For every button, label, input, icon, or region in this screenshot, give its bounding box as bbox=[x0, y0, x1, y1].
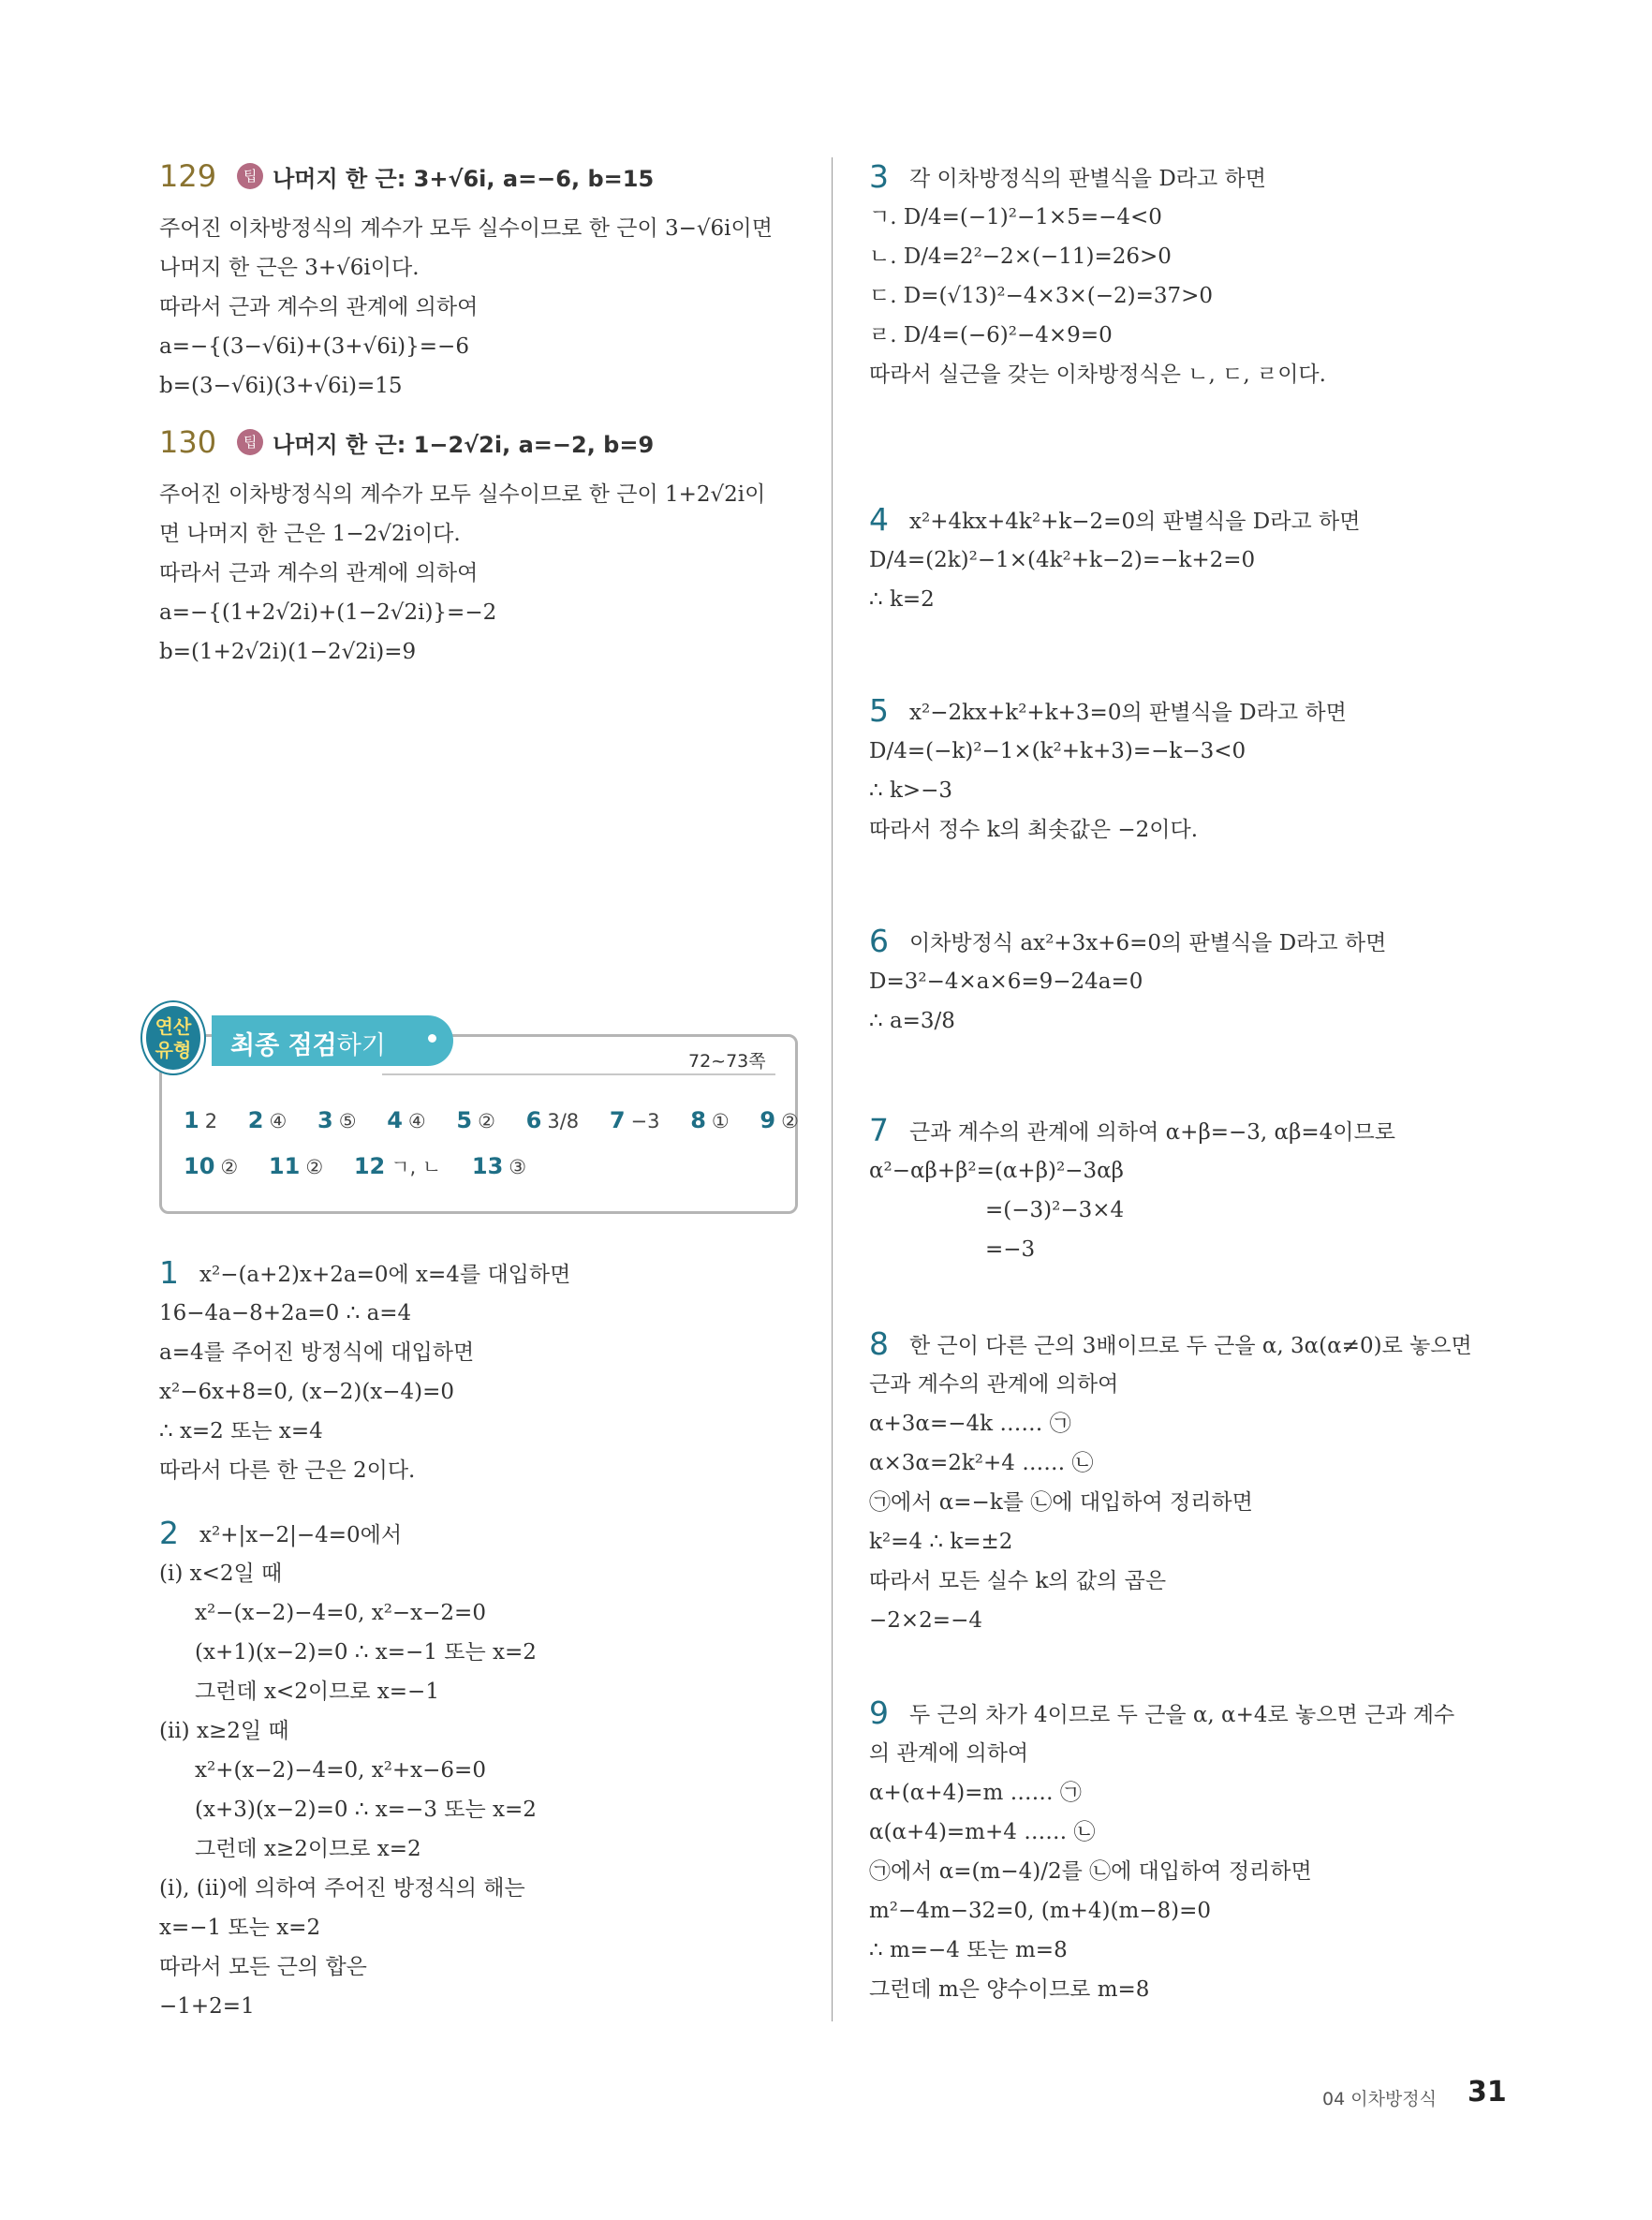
solution-line: α×3α=2k²+4 …… ㉡ bbox=[869, 1451, 1094, 1475]
solution-line: ∴ k=2 bbox=[869, 587, 935, 612]
problem-number: 3 bbox=[869, 157, 889, 195]
solution-line: α+3α=−4k …… ㉠ bbox=[869, 1412, 1071, 1436]
solution-line: 그런데 x≥2이므로 x=2 bbox=[195, 1837, 421, 1861]
problem-1 bbox=[159, 1251, 815, 1490]
problem-130 bbox=[159, 421, 815, 672]
solution-line: x=−1 또는 x=2 bbox=[159, 1916, 321, 1940]
solution-line: x²−6x+8=0, (x−2)(x−4)=0 bbox=[159, 1380, 455, 1404]
solution-line: a=−{(1+2√2i)+(1−2√2i)}=−2 bbox=[159, 600, 497, 625]
answer-row-2 bbox=[184, 1152, 551, 1180]
final-check-pages: 72~73쪽 bbox=[688, 1051, 766, 1072]
solution-line: ∴ x=2 또는 x=4 bbox=[159, 1419, 323, 1443]
solution-line: 주어진 이차방정식의 계수가 모두 실수이므로 한 근이 1+2√2i이 bbox=[159, 482, 766, 507]
tip-badge: 팁 bbox=[237, 163, 263, 189]
solution-line: ㄹ. D/4=(−6)²−4×9=0 bbox=[869, 323, 1113, 348]
problem-4 bbox=[869, 497, 1525, 619]
problem-7 bbox=[869, 1108, 1525, 1269]
final-check-rule bbox=[382, 1073, 775, 1075]
solution-line: 따라서 정수 k의 최솟값은 −2이다. bbox=[869, 818, 1199, 842]
solution-line: ㄱ. D/4=(−1)²−1×5=−4<0 bbox=[869, 205, 1162, 229]
solution-line: 그런데 x<2이므로 x=−1 bbox=[195, 1680, 439, 1704]
solution-line: 나머지 한 근은 3+√6i이다. bbox=[159, 256, 420, 280]
solution-line: a=4를 주어진 방정식에 대입하면 bbox=[159, 1340, 475, 1365]
answer-row-1 bbox=[184, 1107, 823, 1133]
problem-number: 8 bbox=[869, 1325, 889, 1362]
solution-line: 근과 계수의 관계에 의하여 bbox=[869, 1372, 1119, 1397]
solution-line: 면 나머지 한 근은 1−2√2i이다. bbox=[159, 522, 461, 546]
solution-line: b=(1+2√2i)(1−2√2i)=9 bbox=[159, 640, 417, 664]
problem-lead: 각 이차방정식의 판별식을 D라고 하면 bbox=[909, 166, 1266, 191]
solution-line: −2×2=−4 bbox=[869, 1608, 982, 1633]
problem-number: 1 bbox=[159, 1253, 179, 1291]
problem-lead: x²−2kx+k²+k+3=0의 판별식을 D라고 하면 bbox=[909, 700, 1347, 725]
banner-dot-icon bbox=[428, 1034, 436, 1043]
solution-line: 따라서 근과 계수의 관계에 의하여 bbox=[159, 561, 479, 585]
solution-line: −1+2=1 bbox=[159, 1994, 255, 2019]
final-check-title: 최종 점검하기 bbox=[230, 1031, 386, 1060]
solution-line: 따라서 근과 계수의 관계에 의하여 bbox=[159, 295, 479, 319]
solution-line: α+(α+4)=m …… ㉠ bbox=[869, 1781, 1082, 1805]
final-check-badge: 연산 유형 bbox=[142, 1002, 204, 1073]
answer-item: 5 ② bbox=[456, 1107, 495, 1133]
solution-line: (ⅰ), (ⅱ)에 의하여 주어진 방정식의 해는 bbox=[159, 1876, 525, 1901]
solution-line: ∴ m=−4 또는 m=8 bbox=[869, 1938, 1068, 1962]
problem-number: 129 bbox=[159, 158, 217, 194]
problem-number: 4 bbox=[869, 500, 889, 538]
problem-number: 7 bbox=[869, 1111, 889, 1148]
answer-item: 4 ④ bbox=[387, 1107, 426, 1133]
solution-line: k²=4 ∴ k=±2 bbox=[869, 1530, 1013, 1554]
problem-5 bbox=[869, 688, 1525, 850]
solution-line: 따라서 실근을 갖는 이차방정식은 ㄴ, ㄷ, ㄹ이다. bbox=[869, 363, 1326, 387]
solution-line: ㄷ. D=(√13)²−4×3×(−2)=37>0 bbox=[869, 284, 1214, 308]
problem-number: 2 bbox=[159, 1514, 179, 1551]
problem-lead: 근과 계수의 관계에 의하여 α+β=−3, αβ=4이므로 bbox=[909, 1119, 1395, 1145]
problem-3 bbox=[869, 155, 1525, 394]
problem-lead: x²+4kx+4k²+k−2=0의 판별식을 D라고 하면 bbox=[909, 509, 1361, 534]
solution-line: =(−3)²−3×4 bbox=[985, 1198, 1125, 1222]
problem-number: 6 bbox=[869, 922, 889, 959]
footer-section: 04 이차방정식 bbox=[1322, 2089, 1437, 2109]
solution-line: 따라서 다른 한 근은 2이다. bbox=[159, 1458, 416, 1483]
problem-lead: 한 근이 다른 근의 3배이므로 두 근을 α, 3α(α≠0)로 놓으면 bbox=[909, 1333, 1472, 1358]
problem-lead: 이차방정식 ax²+3x+6=0의 판별식을 D라고 하면 bbox=[909, 930, 1387, 955]
solution-line: 의 관계에 의하여 bbox=[869, 1741, 1029, 1766]
solution-line: m²−4m−32=0, (m+4)(m−8)=0 bbox=[869, 1899, 1212, 1923]
problem-lead: 두 근의 차가 4이므로 두 근을 α, α+4로 놓으면 근과 계수 bbox=[909, 1702, 1455, 1727]
problem-129 bbox=[159, 155, 815, 406]
solution-line: =−3 bbox=[985, 1237, 1036, 1262]
problem-2 bbox=[159, 1511, 815, 2026]
solution-line: ∴ k>−3 bbox=[869, 778, 953, 803]
answer-item: 8 ① bbox=[690, 1107, 730, 1133]
solution-line: ∴ a=3/8 bbox=[869, 1009, 955, 1033]
problem-9 bbox=[869, 1691, 1525, 2009]
solution-line: D=3²−4×a×6=9−24a=0 bbox=[869, 969, 1143, 994]
problem-8 bbox=[869, 1322, 1525, 1640]
tip-badge: 팁 bbox=[237, 429, 263, 455]
answer-item: 10 ② bbox=[184, 1153, 239, 1179]
solution-line: (x+3)(x−2)=0 ∴ x=−3 또는 x=2 bbox=[195, 1798, 537, 1822]
solution-line: x²−(x−2)−4=0, x²−x−2=0 bbox=[195, 1601, 486, 1625]
solution-line: a=−{(3−√6i)+(3+√6i)}=−6 bbox=[159, 334, 469, 359]
problem-lead: x²+|x−2|−4=0에서 bbox=[199, 1522, 403, 1547]
solution-line: (x+1)(x−2)=0 ∴ x=−1 또는 x=2 bbox=[195, 1640, 537, 1665]
solution-line: D/4=(−k)²−1×(k²+k+3)=−k−3<0 bbox=[869, 739, 1246, 763]
problem-number: 9 bbox=[869, 1694, 889, 1731]
solution-line: α²−αβ+β²=(α+β)²−3αβ bbox=[869, 1159, 1124, 1183]
problem-number: 130 bbox=[159, 424, 217, 460]
solution-line: x²+(x−2)−4=0, x²+x−6=0 bbox=[195, 1758, 486, 1783]
problem-number: 5 bbox=[869, 691, 889, 729]
answer-item: 6 3/8 bbox=[525, 1107, 580, 1133]
solution-line: ㉠에서 α=(m−4)/2를 ㉡에 대입하여 정리하면 bbox=[869, 1859, 1312, 1884]
solution-line: 그런데 m은 양수이므로 m=8 bbox=[869, 1977, 1150, 2002]
solution-line: (ⅱ) x≥2일 때 bbox=[159, 1719, 289, 1743]
answer-item: 11 ② bbox=[268, 1153, 324, 1179]
answer-item: 13 ③ bbox=[471, 1153, 527, 1179]
answer-item: 1 2 bbox=[184, 1107, 218, 1133]
solution-line: α(α+4)=m+4 …… ㉡ bbox=[869, 1820, 1096, 1844]
solution-line: 따라서 모든 실수 k의 값의 곱은 bbox=[869, 1569, 1167, 1593]
solution-line: 주어진 이차방정식의 계수가 모두 실수이므로 한 근이 3−√6i이면 bbox=[159, 216, 773, 241]
solution-line: ㄴ. D/4=2²−2×(−11)=26>0 bbox=[869, 244, 1172, 269]
tip-answer: 나머지 한 근: 1−2√2i, a=−2, b=9 bbox=[273, 431, 655, 458]
solution-line: 따라서 모든 근의 합은 bbox=[159, 1955, 367, 1979]
solution-line: (ⅰ) x<2일 때 bbox=[159, 1561, 283, 1586]
solution-line: ㉠에서 α=−k를 ㉡에 대입하여 정리하면 bbox=[869, 1490, 1253, 1515]
problem-lead: x²−(a+2)x+2a=0에 x=4를 대입하면 bbox=[199, 1262, 571, 1287]
solution-line: 16−4a−8+2a=0 ∴ a=4 bbox=[159, 1301, 412, 1325]
solution-line: D/4=(2k)²−1×(4k²+k−2)=−k+2=0 bbox=[869, 548, 1256, 572]
answer-item: 7 −3 bbox=[609, 1107, 660, 1133]
column-divider bbox=[832, 157, 833, 2021]
tip-answer: 나머지 한 근: 3+√6i, a=−6, b=15 bbox=[273, 165, 655, 192]
page-number: 31 bbox=[1468, 2076, 1507, 2109]
answer-item: 2 ④ bbox=[247, 1107, 288, 1133]
answer-item: 3 ⑤ bbox=[317, 1107, 357, 1133]
answer-item: 9 ② bbox=[760, 1107, 799, 1133]
problem-6 bbox=[869, 919, 1525, 1041]
answer-item: 12 ㄱ, ㄴ bbox=[353, 1153, 442, 1179]
solution-line: b=(3−√6i)(3+√6i)=15 bbox=[159, 374, 403, 398]
